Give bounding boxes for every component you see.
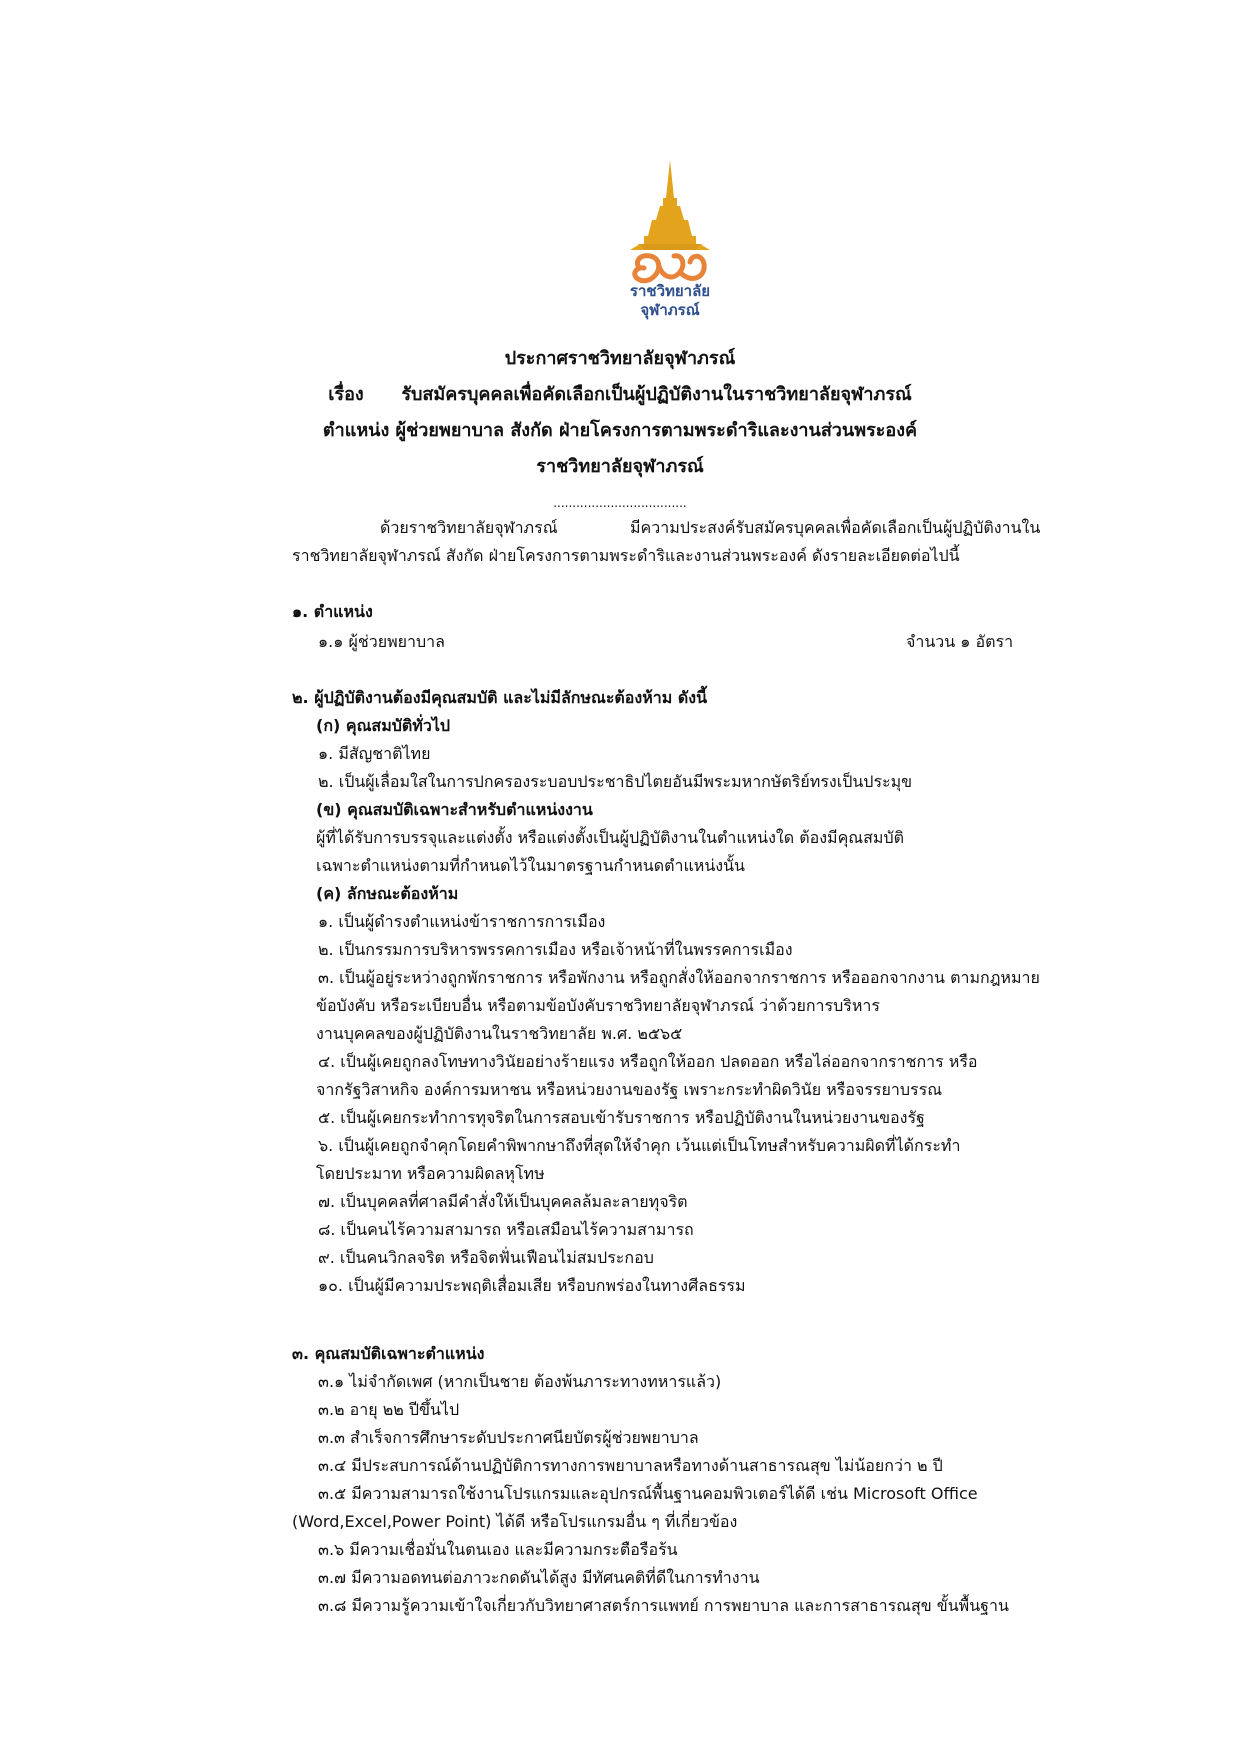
section3-line: ๓.๔ มีประสบการณ์ด้านปฏิบัติการทางการพยาบาลหรือทางด้านสาธารณสุข ไม่น้อยกว่า ๒ ปี bbox=[318, 1456, 943, 1475]
section2-c-line: ๖. เป็นผู้เคยถูกจำคุกโดยคำพิพากษาถึงที่สุดให้จำคุก เว้นแต่เป็นโทษสำหรับความผิดที่ได้กระทำ bbox=[318, 1136, 961, 1155]
section2-c-line: ๔. เป็นผู้เคยถูกลงโทษทางวินัยอย่างร้ายแรง หรือถูกให้ออก ปลดออก หรือไล่ออกจากราชการ หรือ bbox=[318, 1052, 978, 1071]
section2-c-line: ๑๐. เป็นผู้มีความประพฤติเสื่อมเสีย หรือบกพร่องในทางศีลธรรม bbox=[318, 1276, 746, 1295]
section3-line: ๓.๒ อายุ ๒๒ ปีขึ้นไป bbox=[318, 1400, 460, 1419]
section1-heading: ๑. ตำแหน่ง bbox=[292, 602, 373, 621]
section3-line: ๓.๑ ไม่จำกัดเพศ (หากเป็นชาย ต้องพ้นภาระทางทหารแล้ว) bbox=[318, 1372, 722, 1391]
section2-c-line: ๑. เป็นผู้ดำรงตำแหน่งข้าราชการการเมือง bbox=[318, 912, 606, 931]
section2-b-line: ผู้ที่ได้รับการบรรจุและแต่งตั้ง หรือแต่งตั้งเป็นผู้ปฏิบัติงานในตำแหน่งใด ต้องมีคุณสมบัติ bbox=[316, 828, 904, 847]
section1-item: ๑.๑ ผู้ช่วยพยาบาล bbox=[318, 632, 445, 651]
logo-text-line2: จุฬาภรณ์ bbox=[640, 301, 700, 319]
section2-c-heading: (ค) ลักษณะต้องห้าม bbox=[316, 884, 459, 903]
section2-c-line: ๗. เป็นบุคคลที่ศาลมีคำสั่งให้เป็นบุคคลล้มละลายทุจริต bbox=[318, 1192, 688, 1211]
section2-c-line: ๒. เป็นกรรมการบริหารพรรคการเมือง หรือเจ้าหน้าที่ในพรรคการเมือง bbox=[318, 940, 793, 959]
section2-c-line: งานบุคคลของผู้ปฏิบัติงานในราชวิทยาลัย พ.ศ. ๒๕๖๕ bbox=[316, 1024, 683, 1043]
intro-line2: ราชวิทยาลัยจุฬาภรณ์ สังกัด ฝ่ายโครงการตามพระดำริและงานส่วนพระองค์ ดังรายละเอียดต่อไปนี้ bbox=[292, 546, 960, 565]
section2-c-line: จากรัฐวิสาหกิจ องค์การมหาชน หรือหน่วยงานของรัฐ เพราะกระทำผิดวินัย หรือจรรยาบรรณ bbox=[316, 1080, 943, 1099]
organization-name: ราชวิทยาลัยจุฬาภรณ์ bbox=[536, 456, 704, 477]
section2-a-item: ๒. เป็นผู้เลื่อมใสในการปกครองระบอบประชาธิปไตยอันมีพระมหากษัตริย์ทรงเป็นประมุข bbox=[318, 772, 913, 791]
section2-c-line: โดยประมาท หรือความผิดลหุโทษ bbox=[316, 1164, 545, 1183]
section3-line: ๓.๗ มีความอดทนต่อภาวะกดดันได้สูง มีทัศนคติที่ดีในการทำงาน bbox=[318, 1568, 760, 1587]
section1-count: จำนวน ๑ อัตรา bbox=[906, 632, 1014, 651]
position-line: ตำแหน่ง ผู้ช่วยพยาบาล สังกัด ฝ่ายโครงการตามพระดำริและงานส่วนพระองค์ bbox=[322, 420, 918, 441]
section2-b-line: เฉพาะตำแหน่งตามที่กำหนดไว้ในมาตรฐานกำหนดตำแหน่งนั้น bbox=[316, 856, 745, 875]
section2-c-line: ๘. เป็นคนไร้ความสามารถ หรือเสมือนไร้ความสามารถ bbox=[318, 1220, 694, 1239]
section2-a-item: ๑. มีสัญชาติไทย bbox=[318, 744, 431, 763]
section2-b-heading: (ข) คุณสมบัติเฉพาะสำหรับตำแหน่งงาน bbox=[316, 800, 593, 819]
intro-part2: มีความประสงค์รับสมัครบุคคลเพื่อคัดเลือกเป็นผู้ปฏิบัติงานใน bbox=[630, 518, 1041, 537]
section2-c-line: ข้อบังคับ หรือระเบียบอื่น หรือตามข้อบังคับราชวิทยาลัยจุฬาภรณ์ ว่าด้วยการบริหาร bbox=[316, 996, 880, 1015]
section2-c-line: ๓. เป็นผู้อยู่ระหว่างถูกพักราชการ หรือพักงาน หรือถูกสั่งให้ออกจากราชการ หรือออกจากงาน ตามกฎหมาย bbox=[318, 968, 1040, 987]
section3-heading: ๓. คุณสมบัติเฉพาะตำแหน่ง bbox=[292, 1344, 485, 1363]
logo-text-line1: ราชวิทยาลัย bbox=[629, 282, 711, 300]
section2-a-heading: (ก) คุณสมบัติทั่วไป bbox=[316, 716, 451, 735]
section3-line: ๓.๕ มีความสามารถใช้งานโปรแกรมและอุปกรณ์พื้นฐานคอมพิวเตอร์ได้ดี เช่น Microsoft Office bbox=[318, 1484, 978, 1503]
section3-line: ๓.๘ มีความรู้ความเข้าใจเกี่ยวกับวิทยาศาสตร์การแพทย์ การพยาบาล และการสาธารณสุข ขั้นพื้นฐาน bbox=[318, 1596, 1009, 1615]
section2-c-line: ๙. เป็นคนวิกลจริต หรือจิตฟั่นเฟือนไม่สมประกอบ bbox=[318, 1248, 654, 1267]
subject-label: เรื่อง bbox=[328, 384, 364, 405]
subject-text: รับสมัครบุคคลเพื่อคัดเลือกเป็นผู้ปฏิบัติงานในราชวิทยาลัยจุฬาภรณ์ bbox=[401, 384, 912, 405]
section3-line: ๓.๓ สำเร็จการศึกษาระดับประกาศนียบัตรผู้ช่วยพยาบาล bbox=[318, 1428, 699, 1447]
section3-line: (Word,Excel,Power Point) ได้ดี หรือโปรแกรมอื่น ๆ ที่เกี่ยวข้อง bbox=[292, 1512, 738, 1531]
section2-c-line: ๕. เป็นผู้เคยกระทำการทุจริตในการสอบเข้ารับราชการ หรือปฏิบัติงานในหน่วยงานของรัฐ bbox=[318, 1108, 925, 1127]
section2-heading: ๒. ผู้ปฏิบัติงานต้องมีคุณสมบัติ และไม่มีลักษณะต้องห้าม ดังนี้ bbox=[292, 688, 708, 707]
announcement-title: ประกาศราชวิทยาลัยจุฬาภรณ์ bbox=[504, 348, 736, 369]
section3-line: ๓.๖ มีความเชื่อมั่นในตนเอง และมีความกระตือรือร้น bbox=[318, 1540, 678, 1559]
intro-part1: ด้วยราชวิทยาลัยจุฬาภรณ์ bbox=[380, 518, 558, 537]
announcement-subject bbox=[0, 384, 1240, 406]
header-separator: ................................... bbox=[553, 496, 687, 510]
